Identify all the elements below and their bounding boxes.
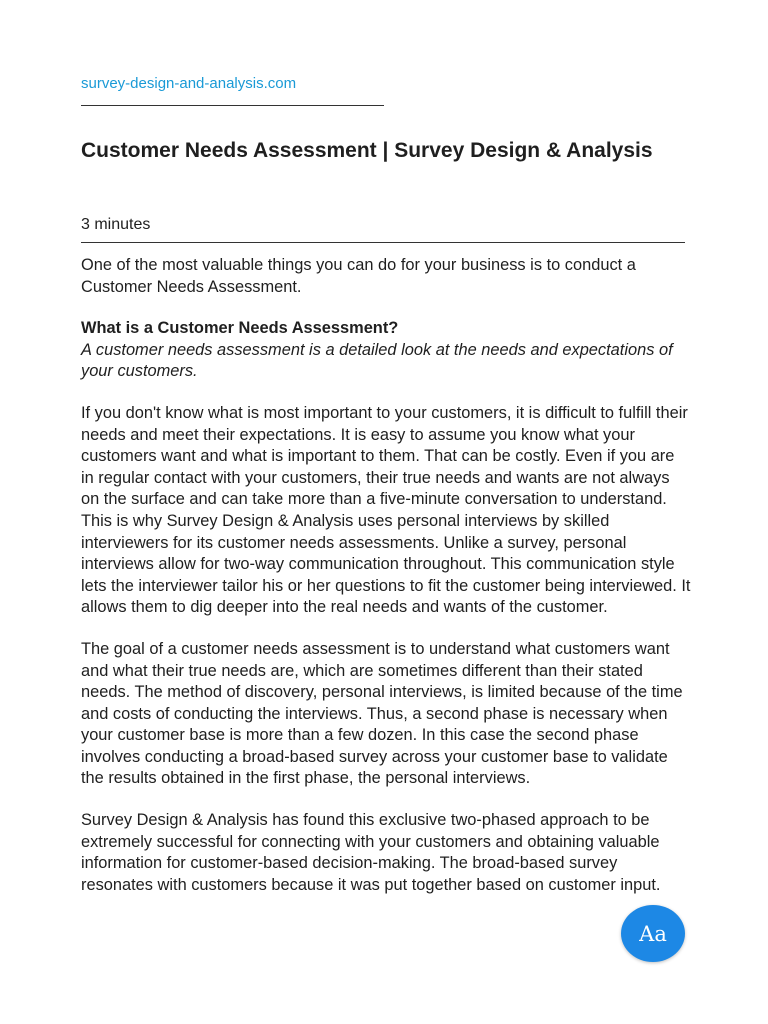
font-settings-button[interactable]: Aa: [621, 905, 685, 962]
site-link[interactable]: survey-design-and-analysis.com: [81, 75, 297, 92]
section-question: What is a Customer Needs Assessment?: [81, 319, 399, 338]
body-paragraph-1: If you don't know what is most important to your customers, it is difficult to fulfill their needs and meet their expectations. It is easy to assume you know what your customers want and what is important to them. That can be costly. Even if you are in regular contact with your customers, their true needs and wants are not always on the surface and can take more than a five-minute conversation to understand. This is why Survey Design & Analysis uses personal interviews by skilled interviewers for its customer needs assessments. Unlike a survey, personal interviews allow for two-way communication throughout. This communication style lets the interviewer tailor his or her questions to fit the customer being interviewed. It allows them to dig deeper into the real needs and wants of the customer.: [81, 403, 691, 617]
intro-paragraph: One of the most valuable things you can do for your business is to conduct a Customer Needs Assessment.: [81, 256, 636, 296]
read-time: 3 minutes: [81, 216, 151, 233]
body-paragraph-2: The goal of a customer needs assessment is to understand what customers want and what their true needs are, which are sometimes different than their stated needs. The method of discovery, personal interviews, is limited because of the time and costs of conducting the interviews. Thus, a second phase is necessary when your customer base is more than a few dozen. In this case the second phase involves conducting a broad-based survey across your customer base to validate the results obtained in the first phase, the personal interviews.: [81, 639, 683, 788]
page-title: Customer Needs Assessment | Survey Design & Analysis: [81, 139, 653, 162]
body-paragraph-3: Survey Design & Analysis has found this exclusive two-phased approach to be extremely successful for connecting with your customers and obtaining valuable information for customer-based decision-making. The broad-based survey resonates with customers because it was put together based on customer input.: [81, 811, 661, 894]
definition-paragraph: A customer needs assessment is a detailed look at the needs and expectations of your customers.: [81, 340, 673, 381]
header-divider: [81, 242, 685, 243]
article-body: [81, 255, 691, 916]
site-divider: [81, 105, 384, 106]
